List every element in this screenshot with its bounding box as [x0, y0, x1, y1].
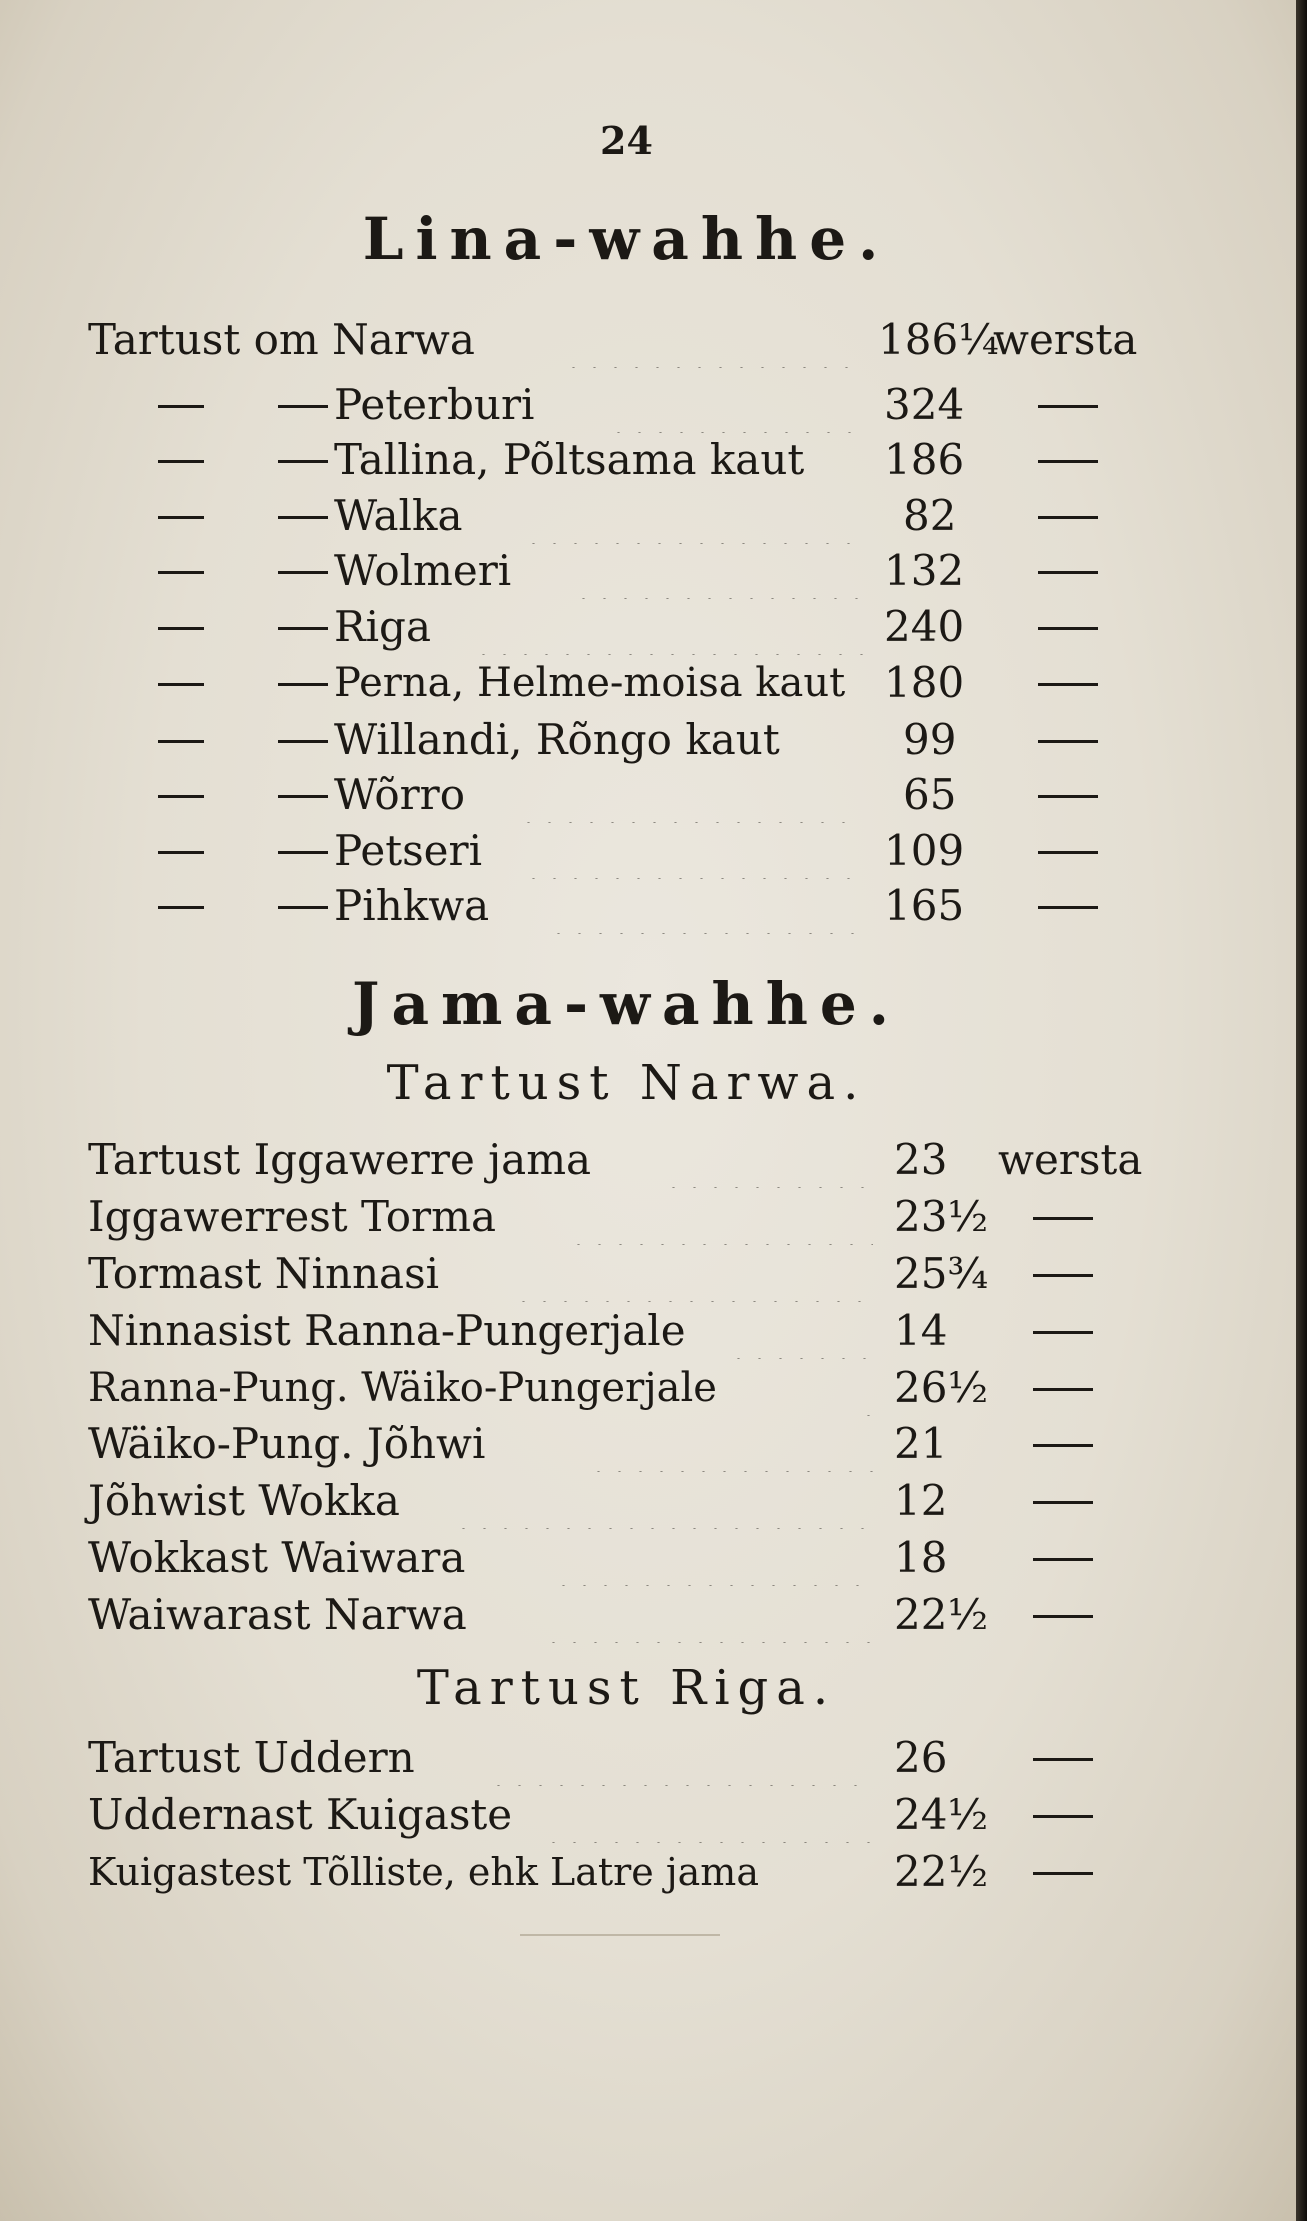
jama-row-distance: 23½ [894, 1192, 989, 1241]
faint-rule [520, 1934, 720, 1936]
jama-row [88, 1530, 1148, 1586]
ditto-dash [278, 627, 328, 630]
ditto-dash [1038, 740, 1098, 743]
ditto-dash [1033, 1872, 1093, 1875]
ditto-dash [278, 460, 328, 463]
ditto-dash [1038, 516, 1098, 519]
jama-row-stage: Tartust Uddern [88, 1733, 415, 1782]
leader-dots [523, 823, 863, 879]
jama-row [88, 1787, 1148, 1843]
jama-row-distance: 18 [894, 1533, 948, 1582]
lina-row-destination: Perna, Helme-moisa kaut [334, 660, 846, 706]
lina-row-distance: 65 [903, 770, 957, 819]
jama-row [88, 1730, 1148, 1786]
leader-dots [588, 1416, 873, 1472]
leader-dots [568, 1189, 873, 1245]
ditto-dash [158, 516, 204, 519]
lina-row-destination: Tallina, Põltsama kaut [334, 435, 805, 484]
ditto-dash [158, 906, 204, 909]
jama-row-distance: 26½ [894, 1363, 989, 1412]
ditto-dash [158, 683, 204, 686]
book-edge [1296, 0, 1307, 2221]
jama-row-stage: Ninnasist Ranna-Pungerjale [88, 1306, 686, 1355]
jama-row [88, 1360, 1148, 1416]
leader-dots [563, 312, 863, 368]
lina-row [88, 823, 1148, 879]
jama-row-stage: Wokkast Waiwara [88, 1533, 466, 1582]
jama-row-distance: 21 [894, 1419, 948, 1468]
lina-row-distance: 82 [903, 491, 957, 540]
jama-row [88, 1416, 1148, 1472]
lina-row-destination: Peterburi [334, 380, 535, 429]
lina-row [88, 655, 1148, 711]
subsection-title-riga: Tartust Riga. [416, 1660, 837, 1716]
ditto-dash [158, 405, 204, 408]
ditto-dash [278, 851, 328, 854]
ditto-dash [1033, 1758, 1093, 1761]
jama-row [88, 1303, 1148, 1359]
leader-dots [858, 1360, 883, 1416]
ditto-dash [1038, 795, 1098, 798]
leader-dots [663, 1132, 873, 1188]
ditto-dash [278, 795, 328, 798]
jama-row [88, 1587, 1148, 1643]
jama-row-stage: Jõhwist Wokka [88, 1476, 400, 1525]
lina-row-distance: 240 [884, 602, 965, 651]
ditto-dash [1038, 627, 1098, 630]
leader-dots [488, 1730, 873, 1786]
ditto-dash [278, 571, 328, 574]
jama-row-unit: wersta [998, 1135, 1143, 1184]
ditto-dash [1038, 851, 1098, 854]
ditto-dash [1033, 1815, 1093, 1818]
jama-row-distance: 26 [894, 1733, 948, 1782]
lina-row-distance: 165 [884, 881, 965, 930]
page-number: 24 [600, 118, 653, 163]
ditto-dash [1033, 1388, 1093, 1391]
leader-dots [553, 1530, 873, 1586]
ditto-dash [1033, 1331, 1093, 1334]
ditto-dash [158, 627, 204, 630]
ditto-dash [1033, 1444, 1093, 1447]
ditto-dash [158, 460, 204, 463]
leader-dots [573, 543, 868, 599]
lina-row-destination: Wolmeri [334, 546, 512, 595]
lina-row-destination: Riga [334, 602, 431, 651]
jama-row-distance: 22½ [894, 1590, 989, 1639]
lina-row-destination: Petseri [334, 826, 483, 875]
leader-dots [728, 1303, 873, 1359]
ditto-dash [1038, 571, 1098, 574]
lina-row-distance: 180 [884, 658, 965, 707]
leader-dots [518, 767, 858, 823]
section-title-lina-wahhe: Lina-wahhe. [362, 205, 891, 273]
lina-row-unit: wersta [993, 315, 1138, 364]
jama-row-distance: 24½ [894, 1790, 989, 1839]
jama-row-distance: 23 [894, 1135, 948, 1184]
leader-dots [543, 1587, 873, 1643]
jama-row [88, 1246, 1148, 1302]
lina-row [88, 377, 1148, 433]
lina-row [88, 432, 1148, 488]
lina-row [88, 878, 1148, 934]
ditto-dash [1033, 1615, 1093, 1618]
ditto-dash [278, 683, 328, 686]
lina-row-distance: 99 [903, 715, 957, 764]
lina-row-distance: 109 [884, 826, 965, 875]
lina-row-destination: Willandi, Rõngo kaut [334, 715, 780, 764]
leader-dots [523, 488, 858, 544]
jama-row [88, 1473, 1148, 1529]
leader-dots [473, 599, 868, 655]
ditto-dash [158, 851, 204, 854]
lina-row-destination: Walka [334, 491, 463, 540]
subsection-title-narwa: Tartust Narwa. [386, 1055, 867, 1111]
ditto-dash [278, 906, 328, 909]
ditto-dash [158, 740, 204, 743]
ditto-dash [1038, 460, 1098, 463]
lina-row [88, 712, 1148, 768]
ditto-dash [278, 740, 328, 743]
jama-row-stage: Tartust Iggawerre jama [88, 1135, 592, 1184]
ditto-dash [1033, 1501, 1093, 1504]
leader-dots [548, 878, 868, 934]
jama-row-distance: 14 [894, 1306, 948, 1355]
lina-row-distance: 132 [884, 546, 965, 595]
jama-row-stage: Tormast Ninnasi [88, 1249, 440, 1298]
jama-row-stage: Kuigastest Tõlliste, ehk Latre jama [88, 1850, 759, 1894]
lina-row-distance: 324 [884, 380, 965, 429]
ditto-dash [1038, 906, 1098, 909]
ditto-dash [278, 516, 328, 519]
lina-row-destination: Wõrro [334, 770, 466, 819]
ditto-dash [1033, 1558, 1093, 1561]
lina-row [88, 312, 1148, 368]
lina-row [88, 767, 1148, 823]
ditto-dash [1033, 1217, 1093, 1220]
jama-row [88, 1189, 1148, 1245]
jama-row-stage: Uddernast Kuigaste [88, 1790, 513, 1839]
jama-row-distance: 12 [894, 1476, 948, 1525]
jama-row-stage: Ranna-Pung. Wäiko-Pungerjale [88, 1365, 717, 1411]
lina-row [88, 488, 1148, 544]
section-title-jama-wahhe: Jama-wahhe. [352, 970, 901, 1038]
ditto-dash [158, 795, 204, 798]
lina-row-destination: Tartust om Narwa [88, 315, 475, 364]
leader-dots [608, 377, 868, 433]
leader-dots [543, 1787, 873, 1843]
ditto-dash [158, 571, 204, 574]
jama-row-stage: Wäiko-Pung. Jõhwi [88, 1419, 486, 1468]
lina-row-distance: 186¼ [878, 315, 999, 364]
jama-row-stage: Waiwarast Narwa [88, 1590, 467, 1639]
jama-row [88, 1844, 1148, 1900]
leader-dots [513, 1246, 873, 1302]
leader-dots [453, 1473, 873, 1529]
lina-row-distance: 186 [884, 435, 965, 484]
jama-row-stage: Iggawerrest Torma [88, 1192, 496, 1241]
lina-row-destination: Pihkwa [334, 881, 490, 930]
lina-row [88, 599, 1148, 655]
ditto-dash [1038, 405, 1098, 408]
jama-row [88, 1132, 1148, 1188]
jama-row-distance: 25¾ [894, 1249, 989, 1298]
jama-row-distance: 22½ [894, 1847, 989, 1896]
ditto-dash [1038, 683, 1098, 686]
lina-row [88, 543, 1148, 599]
ditto-dash [278, 405, 328, 408]
ditto-dash [1033, 1274, 1093, 1277]
